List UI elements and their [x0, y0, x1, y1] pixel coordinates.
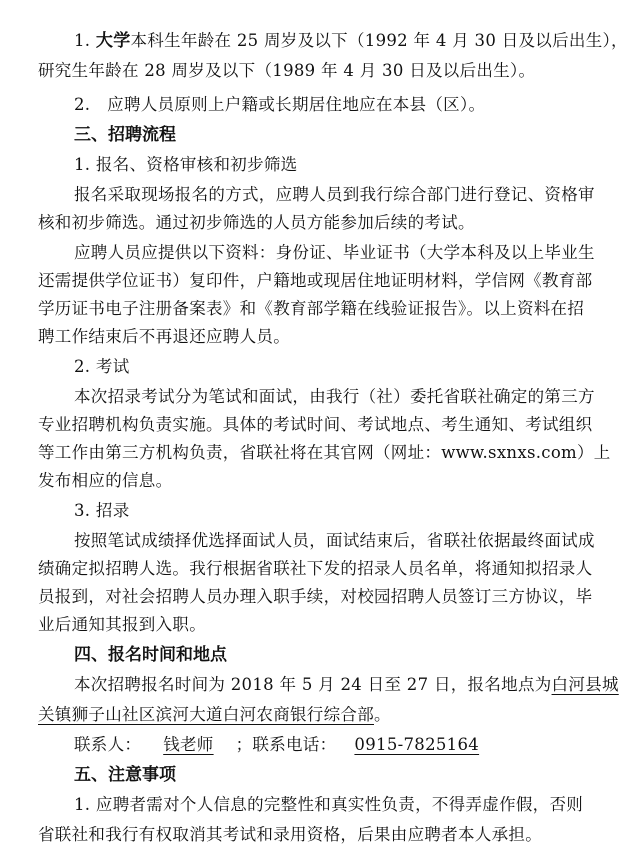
subheading-exam: 2. 考试: [74, 357, 130, 376]
paragraph-line: 等工作由第三方机构负责，省联社将在其官网（网址：www.sxnxs.com）上: [38, 443, 611, 462]
paragraph-line: 专业招聘机构负责实施。具体的考试时间、考试地点、考生通知、考试组织: [38, 415, 593, 434]
paragraph-line: 绩确定拟招聘人选。我行根据省联社下发的招录人员名单，将通知拟招录人: [38, 559, 593, 578]
registration-text: 本次招聘报名时间为 2018 年 5 月 24 日至 27 日，报名地点为: [74, 675, 552, 694]
paragraph-line: 1. 应聘者需对个人信息的完整性和真实性负责，不得弄虚作假，否则: [74, 795, 584, 814]
item-text: 本科生年龄在 25 周岁及以下（1992 年 4 月 30 日及以后出生），: [130, 31, 628, 50]
registration-place: 白河县城: [551, 675, 619, 694]
subheading-hiring: 3. 招录: [74, 501, 130, 520]
paragraph-line: 省联社和我行有权取消其考试和录用资格，后果由应聘者本人承担。: [38, 825, 542, 844]
phone-number: 0915-7825164: [354, 735, 480, 754]
bold-keyword: 大学: [95, 31, 131, 51]
paragraph-line: 应聘人员应提供以下资料：身份证、毕业证书（大学本科及以上毕业生: [74, 243, 595, 262]
subheading-signup: 1. 报名、资格审核和初步筛选: [74, 155, 298, 174]
item-1-line-1: [74, 30, 628, 52]
paragraph-line: 报名采取现场报名的方式，应聘人员到我行综合部门进行登记、资格审: [74, 185, 595, 204]
item-1-line-2: 研究生年龄在 28 周岁及以下（1989 年 4 月 30 日及以后出生）。: [38, 61, 536, 80]
paragraph-line: 核和初步筛选。通过初步筛选的人员方能参加后续的考试。: [38, 213, 475, 232]
section-heading-4: 四、报名时间和地点: [74, 645, 227, 665]
contact-name: 钱老师: [163, 735, 214, 754]
section-heading-3: 三、招聘流程: [74, 125, 176, 145]
registration-place: 关镇狮子山社区滨河大道白河农商银行综合部: [38, 705, 374, 724]
item-2: 2. 应聘人员原则上户籍或长期居住地应在本县（区）。: [74, 95, 486, 114]
contact-line: [74, 734, 628, 756]
contact-label: 联系人：: [74, 735, 142, 754]
registration-end: 。: [374, 705, 391, 724]
registration-line-2: [38, 704, 628, 726]
phone-label: ；联系电话：: [235, 735, 337, 754]
section-heading-5: 五、注意事项: [74, 765, 176, 785]
item-number: 1.: [74, 31, 91, 50]
paragraph-line: 本次招录考试分为笔试和面试，由我行（社）委托省联社确定的第三方: [74, 387, 595, 406]
registration-line-1: [74, 674, 628, 696]
paragraph-line: 聘工作结束后不再退还应聘人员。: [38, 327, 290, 346]
paragraph-line: 发布相应的信息。: [38, 471, 173, 490]
paragraph-line: 业后通知其报到入职。: [38, 615, 206, 634]
paragraph-line: 还需提供学位证书）复印件，户籍地或现居住地证明材料，学信网《教育部: [38, 271, 593, 290]
paragraph-line: 按照笔试成绩择优选择面试人员，面试结束后，省联社依据最终面试成: [74, 531, 595, 550]
paragraph-line: 学历证书电子注册备案表》和《教育部学籍在线验证报告》。以上资料在招: [38, 299, 585, 318]
paragraph-line: 员报到，对社会招聘人员办理入职手续，对校园招聘人员签订三方协议，毕: [38, 587, 593, 606]
